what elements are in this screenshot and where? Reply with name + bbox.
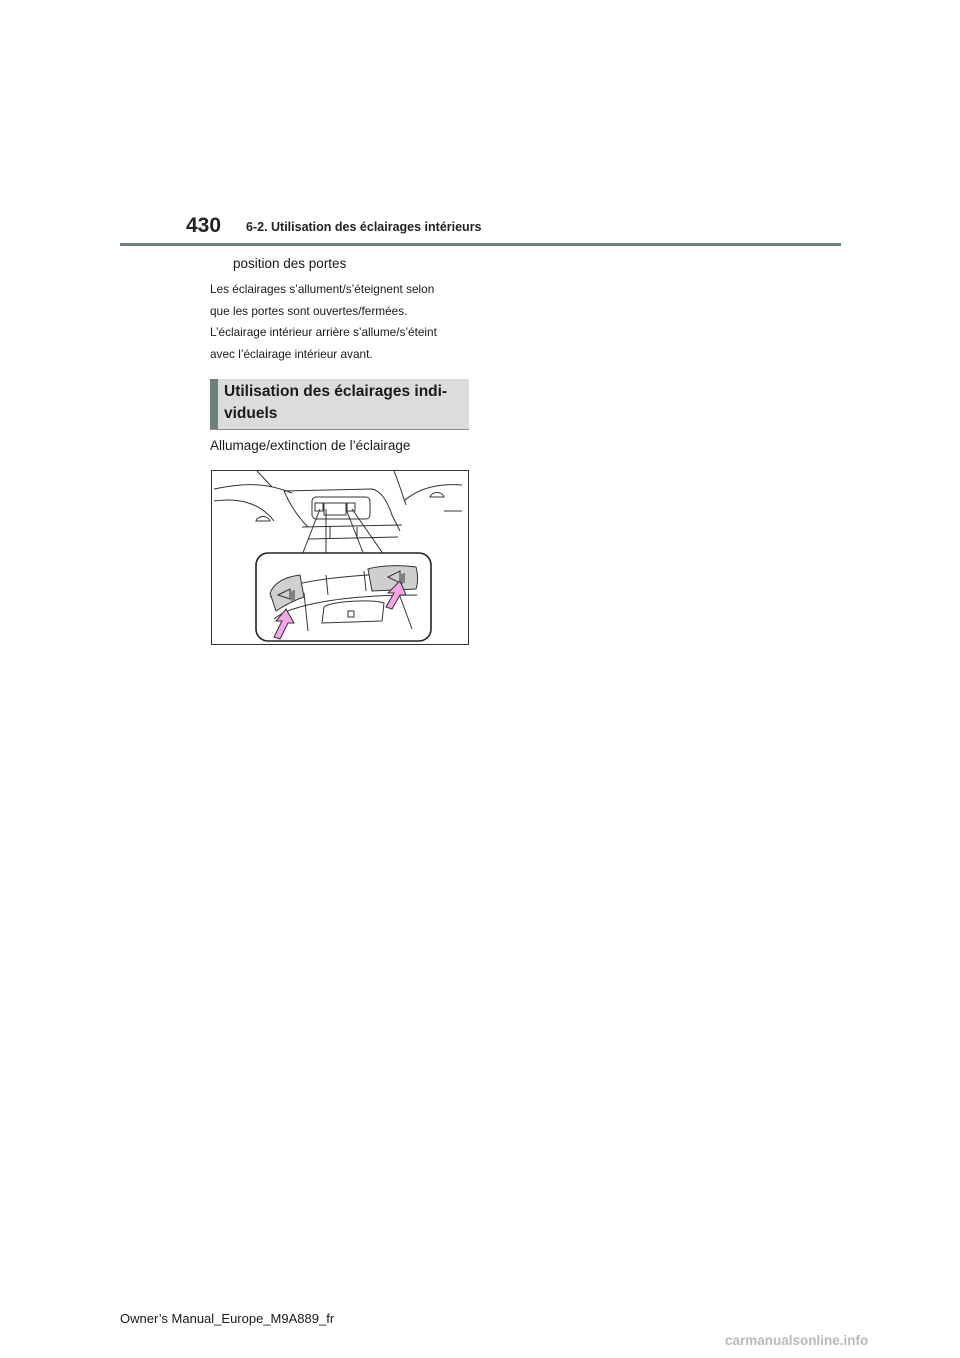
paragraph-line: que les portes sont ouvertes/fermées. [210, 303, 408, 318]
page-number: 430 [186, 214, 222, 237]
front-light-button [368, 566, 418, 591]
watermark: carmanualsonline.info [725, 1333, 869, 1348]
paragraph-line: L’éclairage intérieur arrière s’allume/s’éteint [210, 325, 437, 339]
paragraph-line: Les éclairages s’allument/s’éteignent selon [210, 282, 435, 296]
continuation-text: position des portes [233, 256, 347, 271]
console-switch [324, 503, 346, 515]
manual-footer: Owner’s Manual_Europe_M9A889_fr [120, 1311, 335, 1326]
console-button [347, 503, 355, 511]
pointer-line [302, 509, 326, 555]
subsection-heading [210, 379, 469, 430]
subsection-accent-bar [210, 379, 218, 429]
subsection-title [224, 381, 464, 425]
console-panel [302, 525, 402, 539]
header-divider [120, 243, 841, 246]
roof-line [214, 485, 292, 493]
console-button [315, 503, 323, 511]
grab-handle [256, 517, 270, 522]
subsection-title-line: viduels [224, 405, 278, 422]
console-outline [284, 489, 400, 531]
section-title: 6-2. Utilisation des éclairages intérieurs [246, 220, 482, 234]
interior-light-illustration [211, 470, 469, 645]
illustration-svg [212, 471, 468, 644]
grab-handle [430, 493, 444, 498]
roof-line [394, 471, 406, 505]
body-paragraph [210, 279, 480, 365]
console-body [312, 497, 370, 519]
paragraph-line: avec l’éclairage intérieur avant. [210, 346, 373, 361]
subsection-title-line: Utilisation des éclairages indi- [224, 383, 448, 400]
figure-caption: Allumage/extinction de l’éclairage [210, 438, 411, 453]
console-outline [284, 491, 308, 527]
pointer-line [346, 509, 384, 555]
roof-line [214, 500, 274, 521]
